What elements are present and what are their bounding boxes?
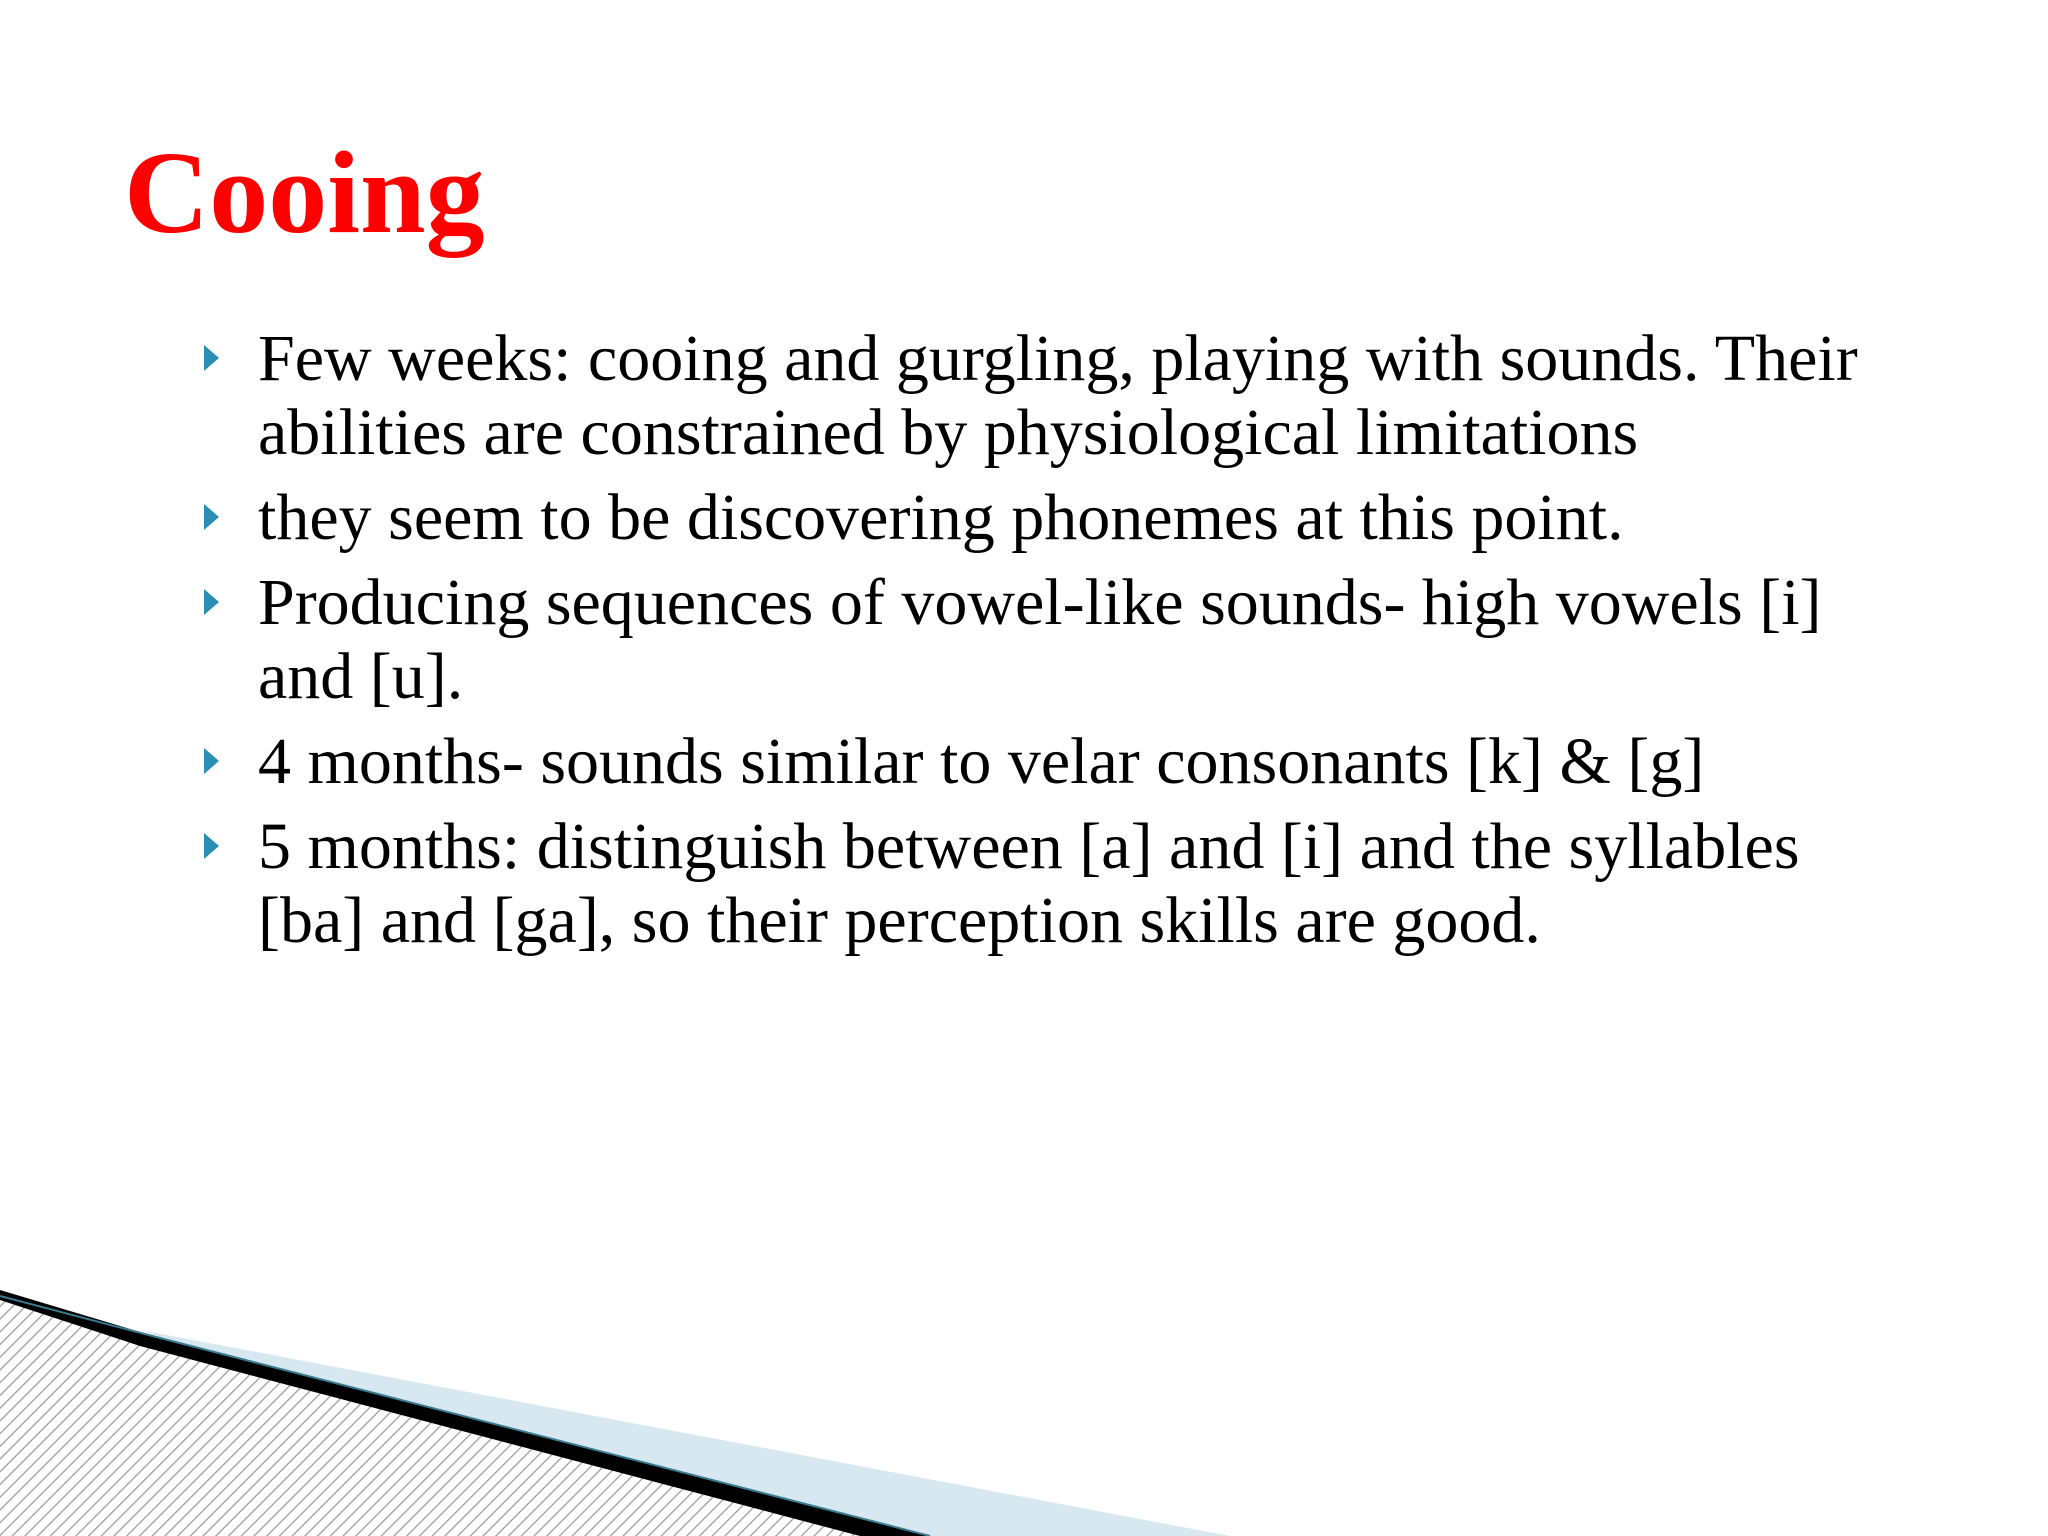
footer-decoration: [0, 1280, 2048, 1536]
triangle-right-icon: [204, 345, 219, 371]
bullet-item: [198, 322, 1918, 470]
bullet-text: Few weeks: cooing and gurgling, playing with sounds. Their abilities are constrained by physiological limitations: [258, 322, 1858, 469]
bullet-item: [198, 481, 1918, 555]
slide-title: Cooing: [124, 127, 485, 258]
bullet-text: 5 months: distinguish between [a] and [i] and the syllables [ba] and [ga], so their perception skills are good.: [258, 810, 1800, 957]
triangle-right-icon: [204, 589, 219, 615]
bullet-text: 4 months- sounds similar to velar consonants [k] & [g]: [258, 725, 1705, 798]
bullet-text: they seem to be discovering phonemes at this point.: [258, 481, 1624, 554]
bullet-item: [198, 810, 1918, 958]
bullet-text: Producing sequences of vowel-like sounds- high vowels [i] and [u].: [258, 566, 1822, 713]
triangle-right-icon: [204, 504, 219, 530]
bullet-list: [198, 322, 1918, 969]
triangle-right-icon: [204, 833, 219, 859]
bullet-item: [198, 725, 1918, 799]
bullet-item: [198, 566, 1918, 714]
triangle-right-icon: [204, 748, 219, 774]
